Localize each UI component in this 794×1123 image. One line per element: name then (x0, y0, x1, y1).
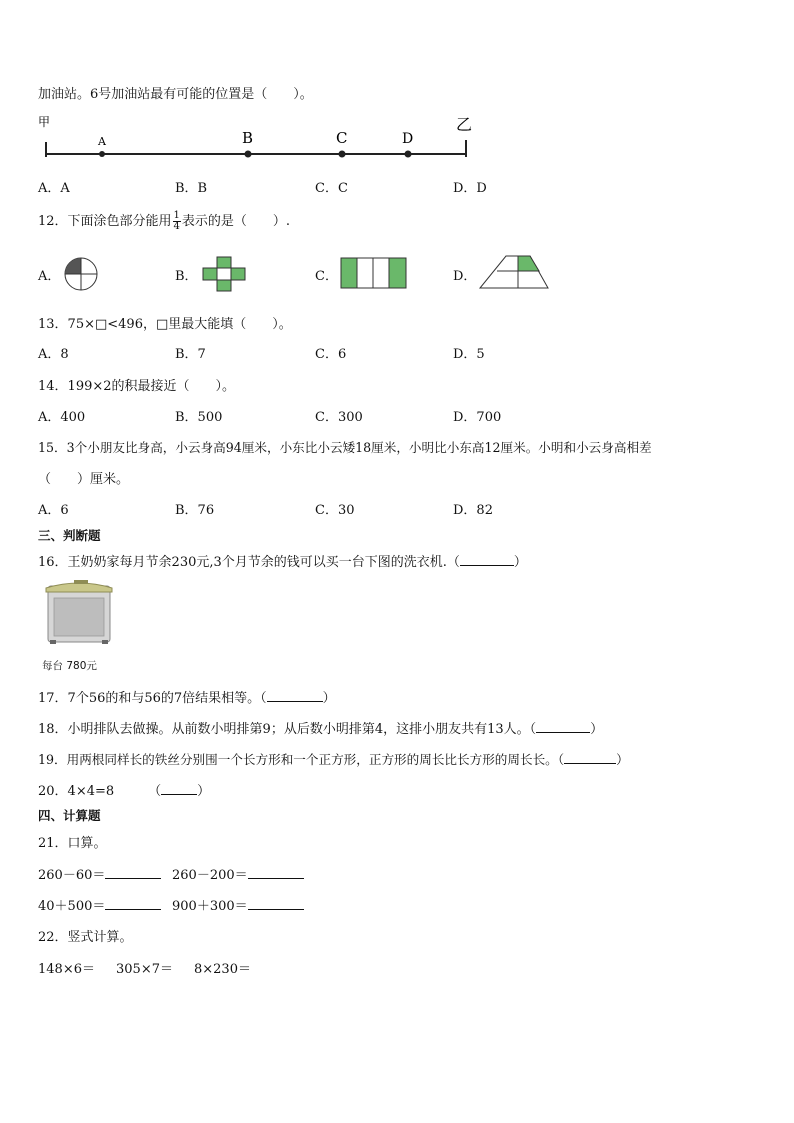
point-a-label: A (98, 135, 106, 148)
q14-option-b[interactable]: B．500 (175, 410, 223, 425)
point-c (339, 151, 346, 158)
q21-blank-4[interactable] (248, 897, 304, 910)
gas-station-diagram (36, 112, 476, 160)
start-label: 甲 (38, 115, 51, 129)
q17-stem: 17．7个56的和与56的7倍结果相等。（ ） (38, 691, 336, 706)
q14-option-d[interactable]: D．700 (453, 410, 502, 425)
q21-blank-3[interactable] (105, 897, 161, 910)
q18-answer-blank[interactable] (536, 720, 590, 733)
q13-stem: 13．75×□<496，□里最大能填（ ）。 (38, 317, 292, 332)
washing-machine-image (44, 578, 116, 648)
shaded-trapezoid-figure[interactable] (478, 254, 550, 290)
q11-option-c[interactable]: C．C (315, 181, 348, 196)
q14-stem: 14．199×2的积最接近（ ）。 (38, 379, 236, 394)
point-b-label: B (242, 129, 254, 147)
q22-stem: 22．竖式计算。 (38, 930, 133, 945)
q21-item-3: 40＋500＝ (38, 895, 161, 914)
q20-answer-blank[interactable] (161, 782, 197, 795)
point-c-label: C (336, 129, 348, 147)
point-d (405, 151, 412, 158)
q15-stem-line1: 15．3个小朋友比身高，小云身高94厘米，小东比小云矮18厘米，小明比小东高12厘米。小明和小云身高相差 (38, 440, 652, 455)
q14-option-c[interactable]: C．300 (315, 410, 363, 425)
q13-option-d[interactable]: D．5 (453, 347, 485, 362)
section-4-title: 四、计算题 (38, 808, 101, 823)
q19-stem: 19．用两根同样长的铁丝分别围一个长方形和一个正方形，正方形的周长比长方形的周长长。（ ） (38, 752, 629, 767)
q15-option-a[interactable]: A．6 (38, 503, 69, 518)
q21-blank-2[interactable] (248, 866, 304, 879)
section-3-title: 三、判断题 (38, 528, 101, 543)
q12-stem-before: 12．下面涂色部分能用 (38, 214, 172, 229)
q17-answer-blank[interactable] (267, 689, 323, 702)
q11-option-d[interactable]: D．D (453, 181, 487, 196)
q11-option-a[interactable]: A．A (38, 181, 70, 196)
shaded-rectangle-figure[interactable] (340, 257, 408, 289)
q11-option-b[interactable]: B．B (175, 181, 208, 196)
q21-item-1: 260－60＝ (38, 864, 161, 883)
washing-machine-price: 每台 780元 (42, 660, 97, 672)
q16-answer-blank[interactable] (460, 553, 514, 566)
q15-option-c[interactable]: C．30 (315, 503, 355, 518)
q21-item-4: 900＋300＝ (172, 895, 304, 914)
point-a (99, 151, 105, 157)
q22-item-2: 305×7＝ (116, 962, 173, 977)
shaded-cross-figure[interactable] (202, 256, 246, 292)
q18-stem: 18．小明排队去做操。从前数小明排第9；从后数小明排第4，这排小朋友共有13人。（ ） (38, 722, 604, 737)
q19-answer-blank[interactable] (564, 751, 616, 764)
q21-stem: 21．口算。 (38, 836, 107, 851)
q12-option-d-label[interactable]: D． (453, 269, 477, 284)
q13-option-a[interactable]: A．8 (38, 347, 69, 362)
q13-option-c[interactable]: C．6 (315, 347, 347, 362)
q12-option-a-label[interactable]: A． (38, 269, 61, 284)
point-b (245, 151, 252, 158)
q21-item-2: 260－200＝ (172, 864, 304, 883)
q15-option-b[interactable]: B．76 (175, 503, 215, 518)
q12-stem-after: 表示的是（ ）. (181, 214, 291, 229)
q12-stem (38, 210, 290, 232)
q22-item-1: 148×6＝ (38, 962, 95, 977)
q14-option-a[interactable]: A．400 (38, 410, 86, 425)
end-label: 乙 (456, 115, 473, 134)
q21-blank-1[interactable] (105, 866, 161, 879)
shaded-quarter (65, 258, 81, 274)
q22-item-3: 8×230＝ (194, 962, 251, 977)
q12-option-b-label[interactable]: B． (175, 269, 198, 284)
q13-option-b[interactable]: B．7 (175, 347, 206, 362)
q11-stem: 加油站。6号加油站最有可能的位置是（ ）。 (38, 87, 313, 102)
q12-option-c-label[interactable]: C． (315, 269, 338, 284)
point-d-label: D (402, 131, 414, 147)
shaded-circle-figure[interactable] (63, 256, 99, 292)
q15-stem-line2: （ ）厘米。 (38, 472, 130, 487)
q20-stem: 20．4×4=8 （ ） (38, 784, 211, 799)
q16-stem: 16．王奶奶家每月节余230元,3个月节余的钱可以买一台下图的洗衣机.（ ） (38, 555, 527, 570)
one-quarter-fraction: $\frac{1}{4}$ (173, 210, 180, 232)
q15-option-d[interactable]: D．82 (453, 503, 493, 518)
